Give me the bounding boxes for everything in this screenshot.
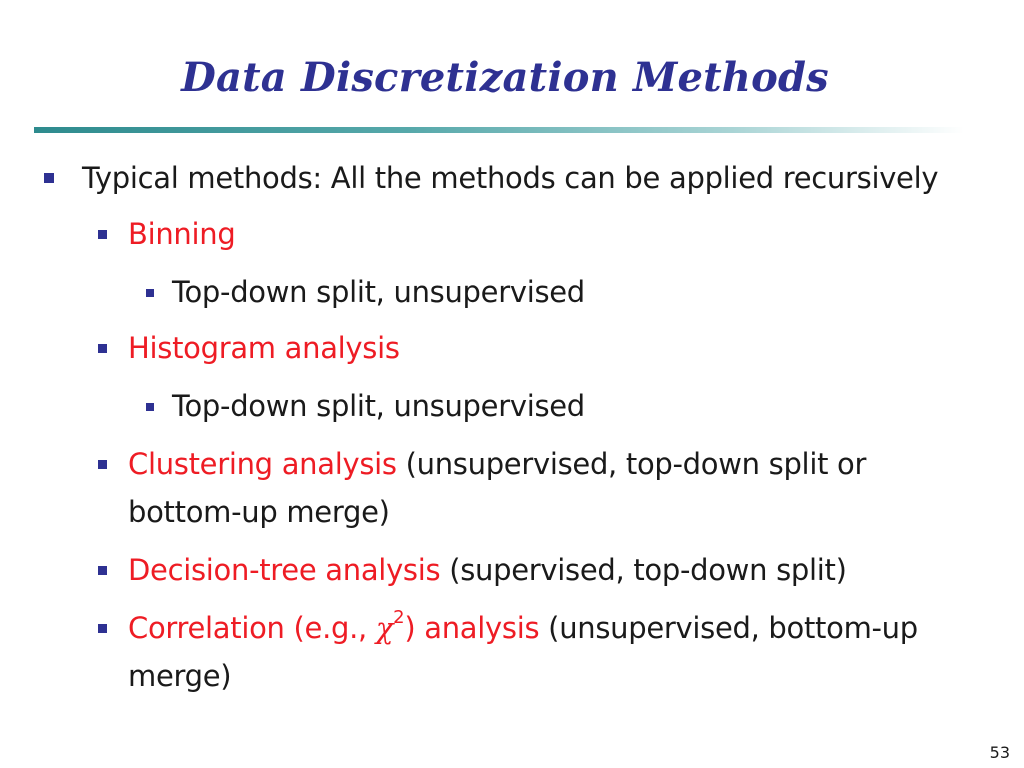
bullet-term: Binning [128,217,236,251]
bullet-description: (unsupervised, top-down split or [396,447,867,481]
square-bullet-icon [98,344,107,353]
bullet-term: Decision-tree analysis [128,553,441,587]
bullet-correlation [128,604,918,652]
page-number: 53 [989,743,1010,762]
bullet-term: Histogram analysis [128,331,400,365]
bullet-correlation-continuation [128,652,231,700]
bullet-decision-tree [128,546,847,594]
title-underline [34,127,964,133]
bullet-description: bottom-up merge) [128,495,390,529]
bullet-description: (supervised, top-down split) [440,553,847,587]
bullet-text: Top-down split, unsupervised [172,275,585,309]
bullet-term-end: ) analysis [404,611,540,645]
square-bullet-icon [98,460,107,469]
bullet-histogram-detail [172,382,585,430]
bullet-description: merge) [128,659,232,693]
bullet-text: Typical methods: All the methods can be applied recursively [82,161,939,195]
bullet-text: Top-down split, unsupervised [172,389,585,423]
chi-symbol: χ [375,611,394,645]
bullet-term: Correlation (e.g., [128,611,376,645]
bullet-clustering-continuation [128,488,390,536]
bullet-histogram [128,324,400,372]
slide-title: Data Discretization Methods [181,54,829,101]
bullet-typical-methods [82,154,938,202]
square-bullet-icon [98,624,107,633]
square-bullet-icon [98,230,107,239]
bullet-term: Clustering analysis [128,447,397,481]
square-bullet-icon [146,289,154,297]
bullet-binning-detail [172,268,585,316]
bullet-description: (unsupervised, bottom-up [539,611,918,645]
square-bullet-icon [146,403,154,411]
square-bullet-icon [44,173,54,183]
bullet-binning [128,210,235,258]
square-bullet-icon [98,566,107,575]
bullet-clustering [128,440,866,488]
chi-superscript: 2 [393,607,405,629]
